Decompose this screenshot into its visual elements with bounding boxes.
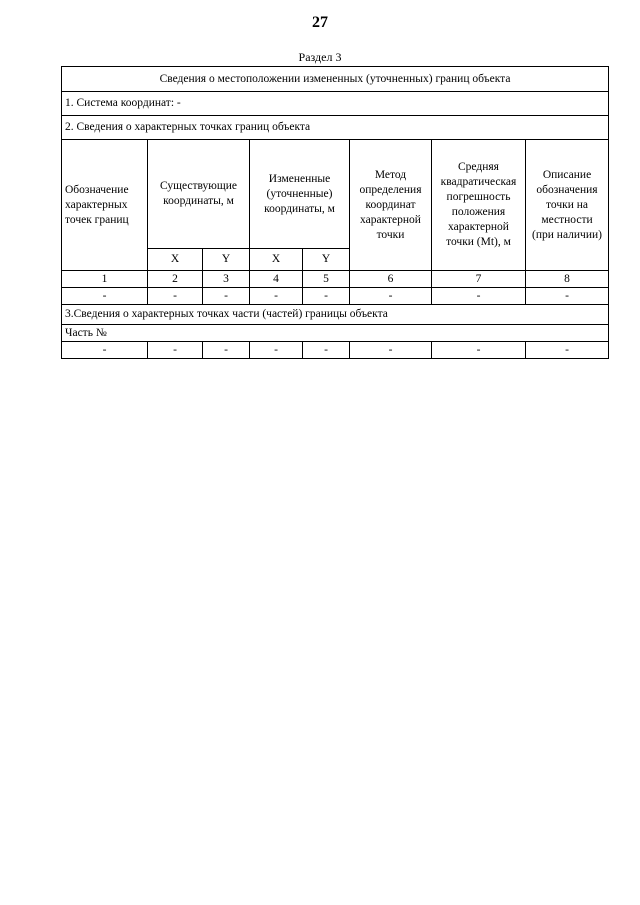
table-cell: - <box>203 288 250 305</box>
header-existing-x: X <box>148 249 203 271</box>
header-existing-y: Y <box>203 249 250 271</box>
header-description: Описание обозначения точки на местности (при наличии) <box>526 140 609 271</box>
column-number-cell: 4 <box>250 271 303 288</box>
column-number-cell: 5 <box>303 271 350 288</box>
table-cell: - <box>350 288 432 305</box>
table-cell: - <box>203 342 250 359</box>
table-cell: - <box>62 288 148 305</box>
table-cell: - <box>303 342 350 359</box>
part-heading-row: 3.Сведения о характерных точках части (частей) границы объекта <box>62 305 609 325</box>
table-cell: - <box>250 342 303 359</box>
table-cell: - <box>526 288 609 305</box>
table-cell: - <box>432 342 526 359</box>
page-number: 27 <box>312 14 328 31</box>
column-number-cell: 1 <box>62 271 148 288</box>
column-number-cell: 2 <box>148 271 203 288</box>
section-title: Раздел 3 <box>298 50 342 64</box>
table-cell: - <box>62 342 148 359</box>
table-row <box>62 288 609 305</box>
table-cell: - <box>148 288 203 305</box>
table-cell: - <box>250 288 303 305</box>
header-changed-y: Y <box>303 249 350 271</box>
column-number-cell: 6 <box>350 271 432 288</box>
column-number-cell: 7 <box>432 271 526 288</box>
table-cell: - <box>148 342 203 359</box>
points-heading-row: 2. Сведения о характерных точках границ объекта <box>62 116 609 140</box>
column-number-cell: 3 <box>203 271 250 288</box>
header-existing-coords: Существующие координаты, м <box>148 140 250 249</box>
part-label-row: Часть № <box>62 325 609 342</box>
header-method: Метод определения координат характерной точки <box>350 140 432 271</box>
table-cell: - <box>432 288 526 305</box>
table-row <box>62 342 609 359</box>
header-changed-coords: Измененные (уточненные) координаты, м <box>250 140 350 249</box>
table-cell: - <box>350 342 432 359</box>
table-cell: - <box>303 288 350 305</box>
coord-system-row: 1. Система координат: - <box>62 92 609 116</box>
column-number-cell: 8 <box>526 271 609 288</box>
column-number-row <box>62 271 609 288</box>
header-error: Средняя квадратическая погрешность положения характерной точки (Mt), м <box>432 140 526 271</box>
table-cell: - <box>526 342 609 359</box>
boundary-table <box>61 66 609 359</box>
table-title: Сведения о местоположении измененных (уточненных) границ объекта <box>62 67 609 92</box>
header-changed-x: X <box>250 249 303 271</box>
header-point-designation: Обозначение характерных точек границ <box>62 140 148 271</box>
